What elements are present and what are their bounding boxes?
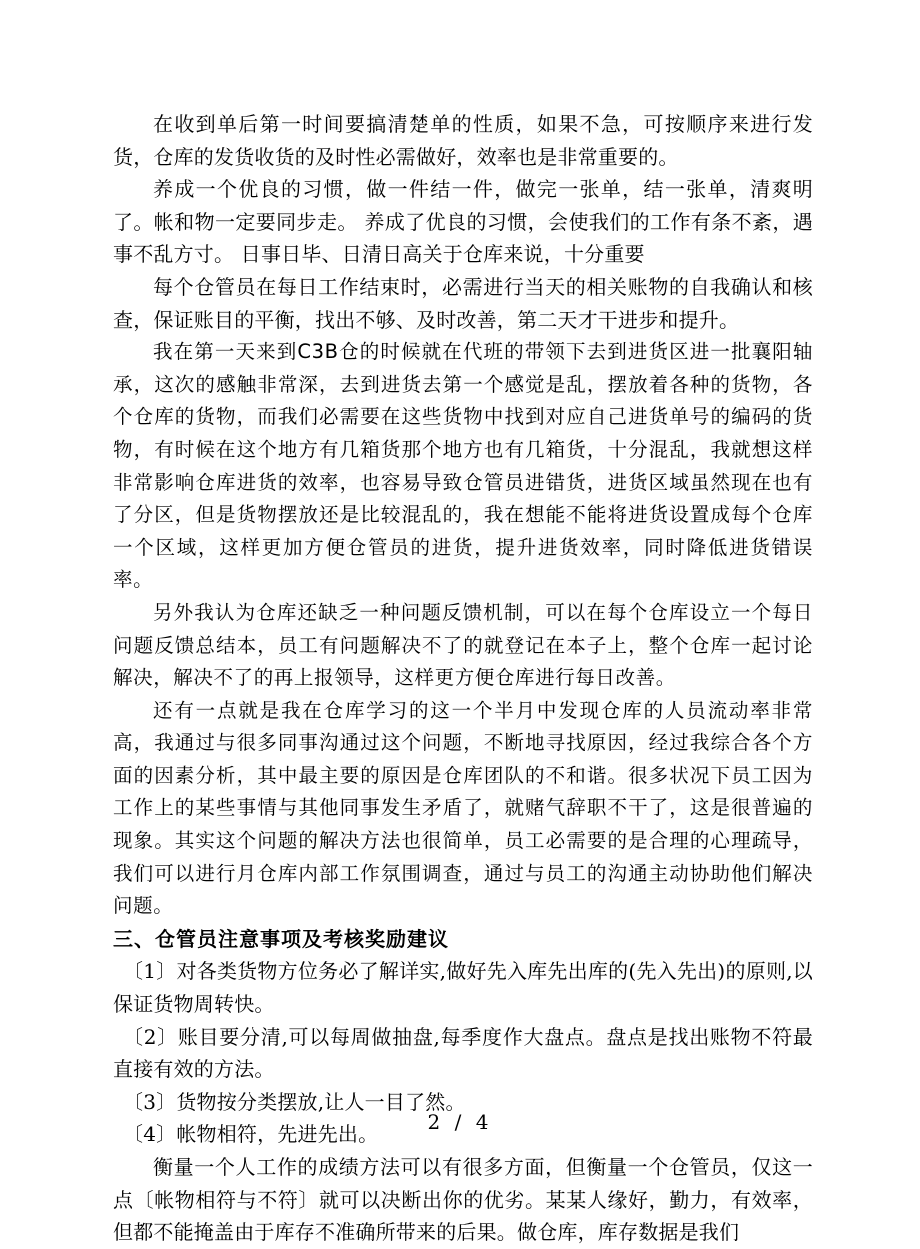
paragraph-closing: 衡量一个人工作的成绩方法可以有很多方面，但衡量一个仓管员，仅这一点〔帐物相符与不符〕就可以决断出你的优劣。某某人缘好，勤力，有效率，但都不能掩盖由于库存不准确所带来的后果。做仓库，库存数据是我们 <box>113 1155 813 1245</box>
list-item: 〔2〕账目要分清,可以每周做抽盘,每季度作大盘点。盘点是找出账物不符最直接有效的方法。 <box>113 1024 813 1082</box>
paragraph-shipping-timeliness: 在收到单后第一时间要搞清楚单的性质，如果不急，可按顺序来进行发货，仓库的发货收货的及时性必需做好，效率也是非常重要的。 <box>113 112 813 169</box>
paragraph-good-habits: 养成一个优良的习惯，做一件结一件，做完一张单，结一张单，清爽明了。帐和物一定要同步走。 养成了优良的习惯，会使我们的工作有条不紊，遇事不乱方寸。 日事日毕、日清日高关于仓库来说，十分重要 <box>113 177 813 267</box>
section-heading: 三、仓管员注意事项及考核奖励建议 <box>113 926 449 951</box>
paragraph-daily-check: 每个仓管员在每日工作结束时，必需进行当天的相关账物的自我确认和核查，保证账目的平衡，找出不够、及时改善，第二天才干进步和提升。 <box>113 274 813 332</box>
paragraph-receiving-area: 我在第一天来到C3B仓的时候就在代班的带领下去到进货区进一批襄阳轴承，这次的感触非常深，去到进货去第一个感觉是乱，摆放着各种的货物，各个仓库的货物，而我们必需要在这些货物中找到对应自己进货单号的编码的货物，有时候在这个地方有几箱货那个地方也有几箱货，十分混乱，我就想这样非常影响仓库进货的效率，也容易导致仓管员进错货，进货区域虽然现在也有了分区，但是货物摆放还是比较混乱的，我在想能不能将进货设置成每个仓库一个区域，这样更加方便仓管员的进货，提升进货效率，同时降低进货错误率。 <box>113 340 813 592</box>
list-item: 〔3〕货物按分类摆放,让人一目了然。 <box>123 1089 466 1114</box>
paragraph-staff-turnover: 还有一点就是我在仓库学习的这一个半月中发现仓库的人员流动率非常高，我通过与很多同事沟通过这个问题，不断地寻找原因，经过我综合各个方面的因素分析，其中最主要的原因是仓库团队的不和谐。很多状况下员工因为工作上的某些事情与其他同事发生矛盾了，就赌气辞职不干了，这是很普遍的现象。其实这个问题的解决方法也很简单，员工必需要的是合理的心理疏导，我们可以进行月仓库内部工作氛围调查，通过与员工的沟通主动协助他们解决问题。 <box>113 698 813 918</box>
list-item: 〔4〕帐物相符，先进先出。 <box>123 1122 379 1147</box>
paragraph-feedback-mechanism: 另外我认为仓库还缺乏一种问题反馈机制，可以在每个仓库设立一个每日问题反馈总结本，员工有问题解决不了的就登记在本子上，整个仓库一起讨论解决，解决不了的再上报领导，这样更方便仓库进行每日改善。 <box>113 600 813 690</box>
page-number: 2 / 4 <box>427 1110 493 1134</box>
document-body <box>113 108 813 1249</box>
list-item: 〔1〕对各类货物方位务必了解详实,做好先入库先出库的(先入先出)的原则,以保证货物周转快。 <box>113 959 813 1017</box>
